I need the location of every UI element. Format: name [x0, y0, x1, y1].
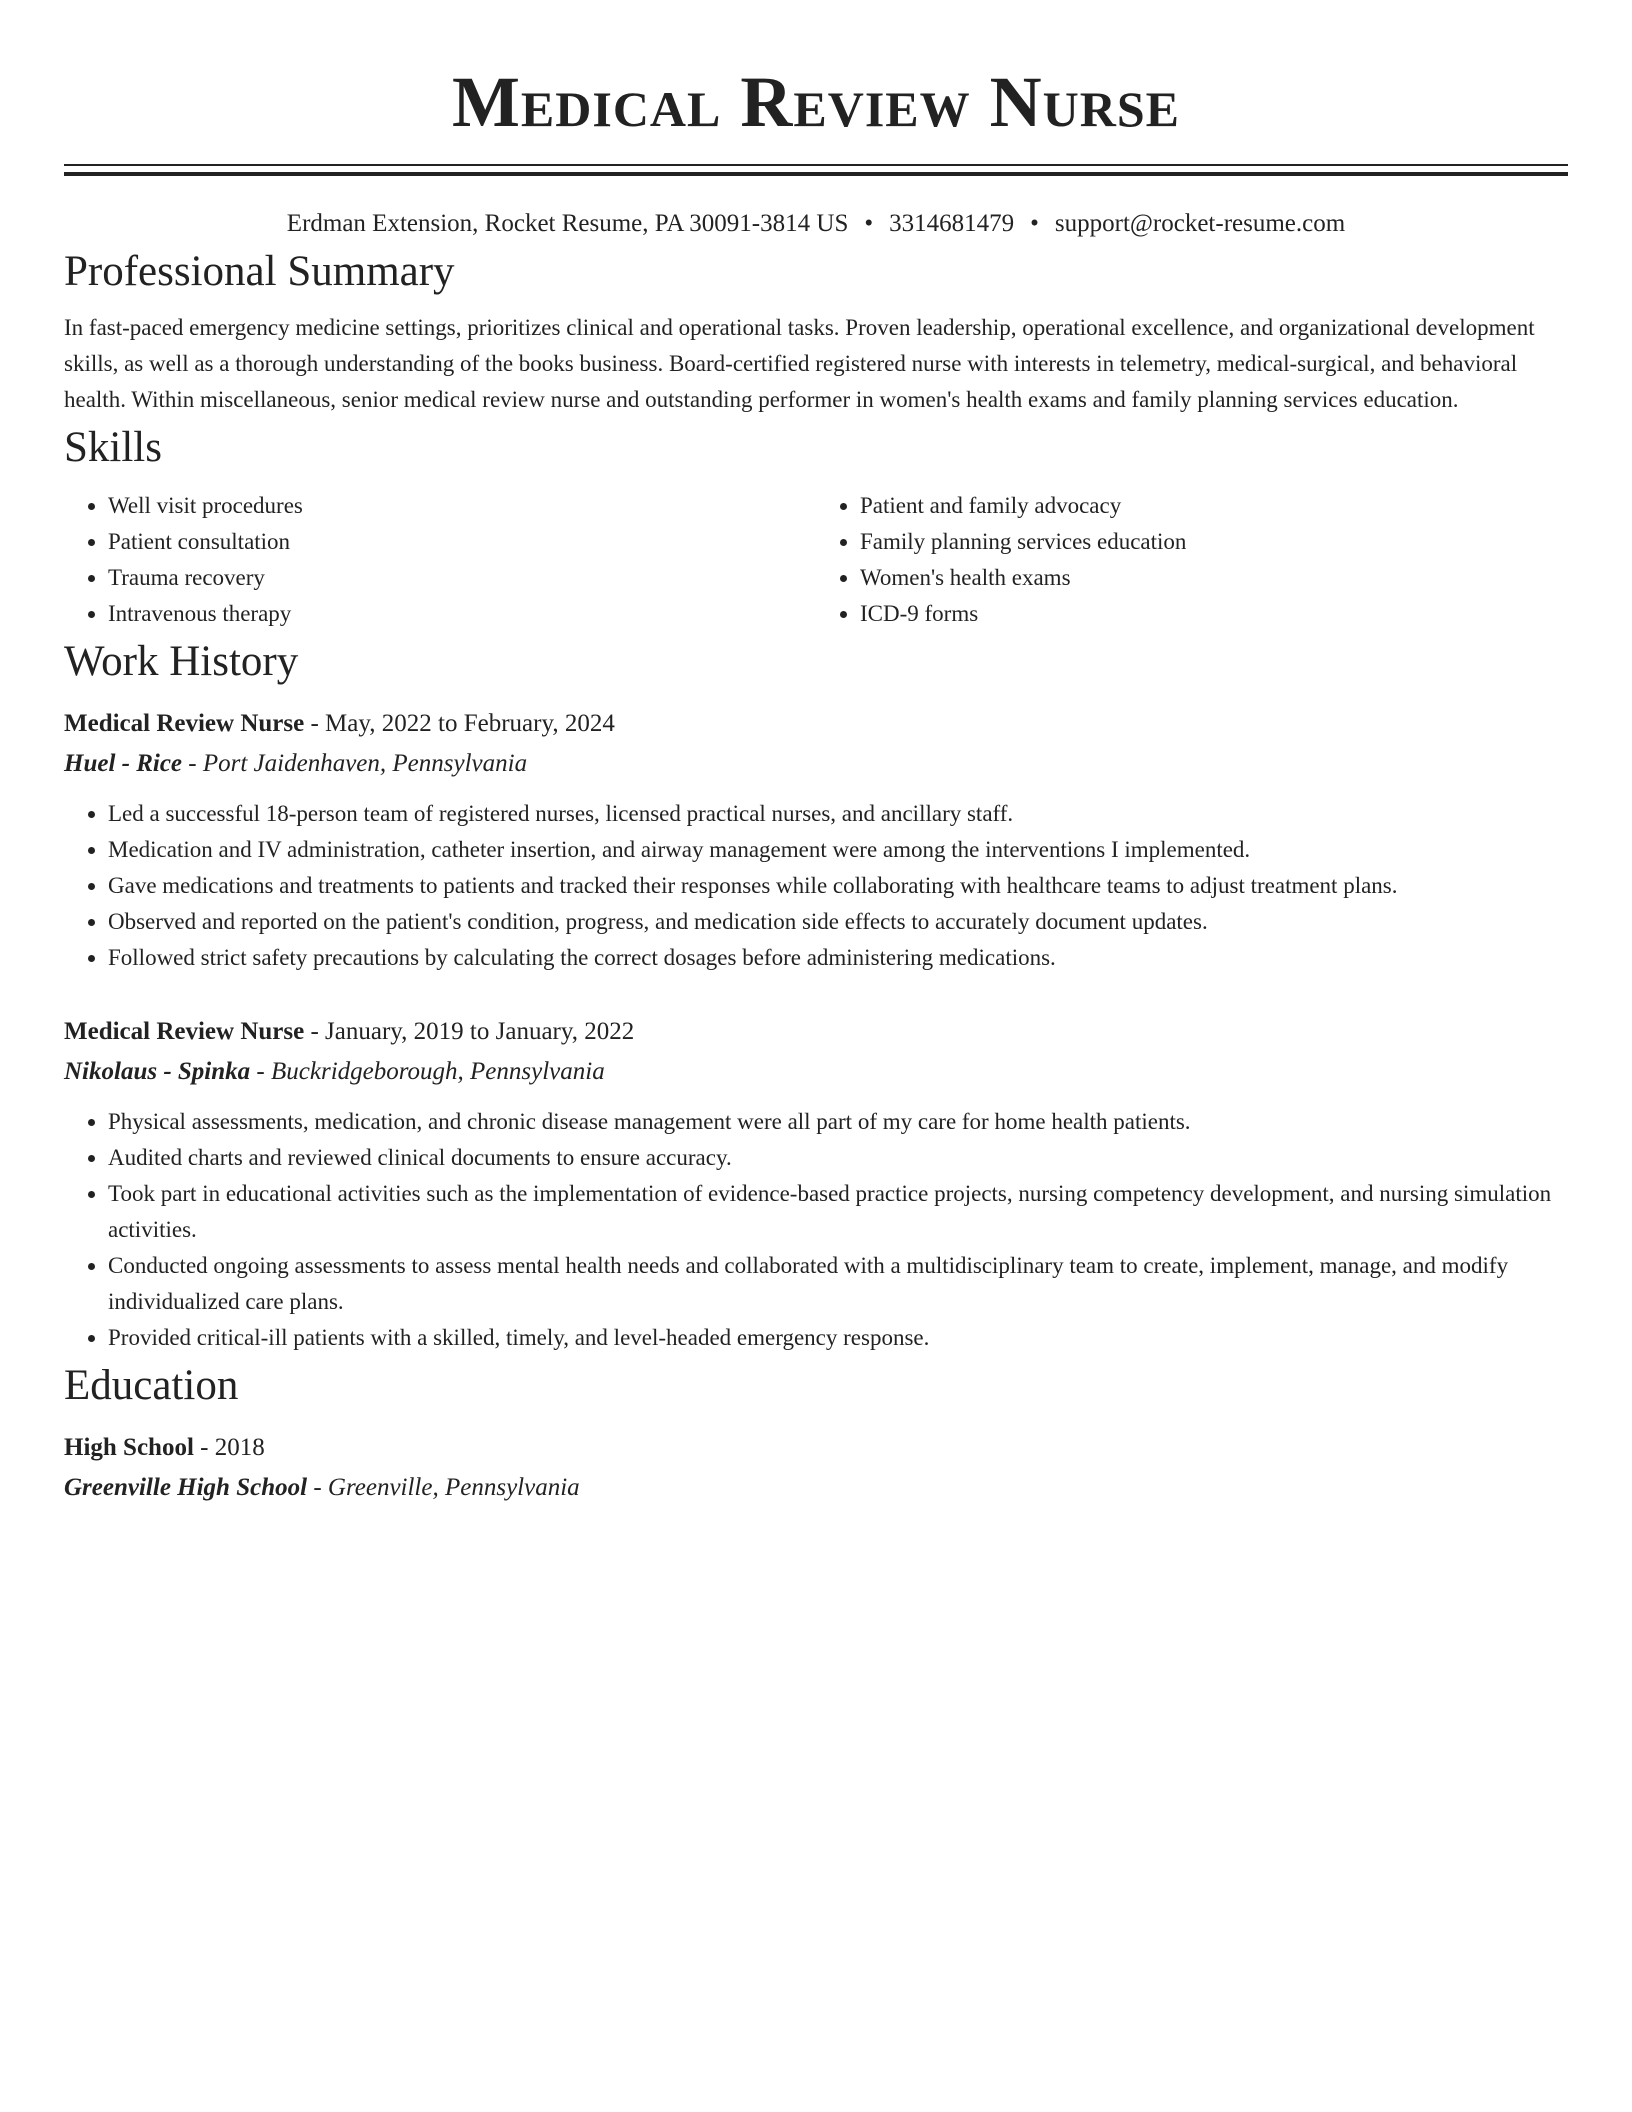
skills-column-left [64, 488, 816, 632]
contact-address: Erdman Extension, Rocket Resume, PA 30091-3814 US [286, 210, 849, 237]
skill-item: • Patient consultation [108, 524, 816, 560]
header-rule-thin [64, 164, 1568, 166]
job-dash: - [304, 710, 326, 737]
job-role: Medical Review Nurse [64, 1018, 305, 1045]
skills-column-right [816, 488, 1568, 632]
education-school-line [64, 1468, 1568, 1508]
job-company: Nikolaus - Spinka [64, 1058, 251, 1085]
header-rule-thick [64, 172, 1568, 176]
job-bullet: • Followed strict safety precautions by calculating the correct dosages before administering medications. [108, 940, 1568, 976]
job-bullet: • Observed and reported on the patient's condition, progress, and medication side effects to accurately document updates. [108, 904, 1568, 940]
job-dash: - [250, 1058, 271, 1085]
job-bullet: • Medication and IV administration, catheter insertion, and airway management were among the interventions I implemented. [108, 832, 1568, 868]
education-entry [64, 1428, 1568, 1508]
job-location: Buckridgeborough, Pennsylvania [271, 1058, 605, 1085]
contact-phone: 3314681479 [889, 210, 1015, 237]
job-bullet: • Took part in educational activities such as the implementation of evidence-based practice projects, nursing competency development, and nursing simulation activities. [108, 1176, 1568, 1248]
skills-heading: Skills [64, 424, 162, 471]
job-bullets [64, 796, 1568, 976]
education-degree: High School [64, 1434, 194, 1461]
skill-item: • Trauma recovery [108, 560, 816, 596]
job-dates: January, 2019 to January, 2022 [325, 1018, 635, 1045]
job-bullet: • Led a successful 18-person team of registered nurses, licensed practical nurses, and ancillary staff. [108, 796, 1568, 832]
job-bullet: • Conducted ongoing assessments to assess mental health needs and collaborated with a multidisciplinary team to create, implement, manage, and modify individualized care plans. [108, 1248, 1568, 1320]
job-dates: May, 2022 to February, 2024 [325, 710, 615, 737]
education-dash: - [307, 1474, 328, 1501]
contact-separator: • [1030, 210, 1039, 237]
education-degree-line [64, 1428, 1568, 1468]
contact-email: support@rocket-resume.com [1054, 210, 1346, 237]
job-dash: - [182, 750, 203, 777]
job-bullet: • Gave medications and treatments to patients and tracked their responses while collaborating with healthcare teams to adjust treatment plans. [108, 868, 1568, 904]
job-entry [64, 1012, 1568, 1356]
skill-item: • Intravenous therapy [108, 596, 816, 632]
education-heading: Education [64, 1362, 239, 1409]
job-bullet: • Audited charts and reviewed clinical documents to ensure accuracy. [108, 1140, 1568, 1176]
job-company: Huel - Rice [64, 750, 183, 777]
job-entry [64, 704, 1568, 976]
job-dash: - [304, 1018, 326, 1045]
job-role: Medical Review Nurse [64, 710, 305, 737]
skill-item: • Well visit procedures [108, 488, 816, 524]
education-year: 2018 [214, 1434, 265, 1461]
skills-grid [64, 488, 1568, 632]
job-bullets [64, 1104, 1568, 1356]
job-company-line [64, 744, 1568, 784]
job-bullet: • Provided critical-ill patients with a skilled, timely, and level-headed emergency response. [108, 1320, 1568, 1356]
job-title-line [64, 704, 1568, 744]
skill-item: • Patient and family advocacy [860, 488, 1568, 524]
skill-item: • Family planning services education [860, 524, 1568, 560]
education-location: Greenville, Pennsylvania [327, 1474, 580, 1501]
job-company-line [64, 1052, 1568, 1092]
skill-item: • ICD-9 forms [860, 596, 1568, 632]
education-school: Greenville High School [64, 1474, 308, 1501]
job-location: Port Jaidenhaven, Pennsylvania [202, 750, 528, 777]
skill-item: • Women's health exams [860, 560, 1568, 596]
summary-heading: Professional Summary [64, 248, 455, 295]
contact-line [64, 206, 1568, 242]
contact-separator: • [864, 210, 874, 237]
resume-page [64, 0, 1568, 1508]
job-title-line [64, 1012, 1568, 1052]
education-dash: - [193, 1434, 215, 1461]
candidate-name: Medical Review Nurse [451, 62, 1181, 142]
summary-text: In fast-paced emergency medicine settings, prioritizes clinical and operational tasks. Proven leadership, operational excellence, and organizational development skills, as well as a thorough understanding of the books business. Board-certified registered nurse with interests in telemetry, medical-surgical, and behavioral health. Within miscellaneous, senior medical review nurse and outstanding performer in women's health exams and family planning services education. [64, 315, 1535, 412]
work-history-heading: Work History [64, 638, 299, 685]
job-bullet: • Physical assessments, medication, and chronic disease management were all part of my care for home health patients. [108, 1104, 1568, 1140]
